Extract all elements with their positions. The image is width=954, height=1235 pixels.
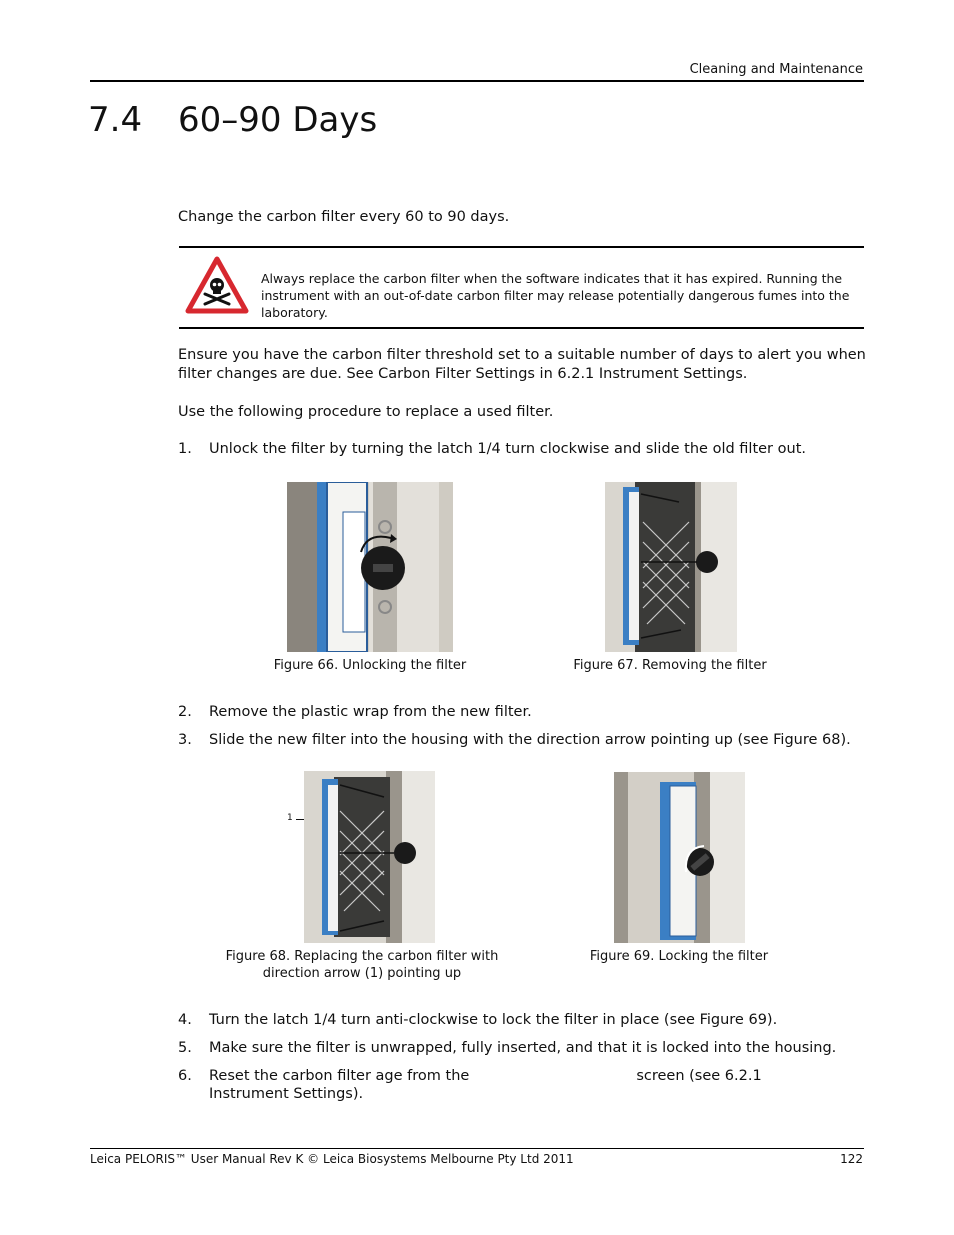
step-5 xyxy=(178,1039,868,1057)
step-text xyxy=(209,1067,838,1103)
figure-68-caption-line-1: Figure 68. Replacing the carbon filter with xyxy=(225,949,499,964)
step-text: Unlock the filter by turning the latch 1/4 turn clockwise and slide the old filter out. xyxy=(209,441,806,457)
step-text: Turn the latch 1/4 turn anti-clockwise to lock the filter in place (see Figure 69). xyxy=(209,1012,778,1028)
threshold-paragraph: Ensure you have the carbon filter threshold set to a suitable number of days to alert you when filter changes are due. See Carbon Filter Settings in 6.2.1 Instrument Settings. xyxy=(178,347,866,382)
step-6-text-part-2: screen (see 6.2.1 Instrument Settings). xyxy=(209,1068,762,1102)
step-number: 5. xyxy=(178,1040,192,1056)
section-title xyxy=(88,100,377,140)
figure-69-image xyxy=(614,772,745,943)
step-text: Slide the new filter into the housing with the direction arrow pointing up (see Figure 68). xyxy=(209,732,851,748)
figure-68-caption xyxy=(212,948,512,982)
step-number: 1. xyxy=(178,441,192,457)
figure-68-callout-label: 1 xyxy=(287,813,293,823)
step-6 xyxy=(178,1067,838,1103)
figure-66-image xyxy=(287,482,453,652)
step-1 xyxy=(178,440,868,458)
step-number: 6. xyxy=(178,1068,192,1084)
warning-top-rule xyxy=(179,246,864,248)
step-text: Make sure the filter is unwrapped, fully inserted, and that it is locked into the housing. xyxy=(209,1040,837,1056)
figure-68-caption-line-2: direction arrow (1) pointing up xyxy=(262,966,462,981)
step-4 xyxy=(178,1011,868,1029)
figure-67-image xyxy=(605,482,737,652)
intro-paragraph: Change the carbon filter every 60 to 90 days. xyxy=(178,209,510,225)
warning-text: Always replace the carbon filter when the software indicates that it has expired. Running the instrument with an out-of-date carbon filter may release potentially dangerous fumes into the laboratory. xyxy=(261,271,850,320)
figure-68-image xyxy=(304,771,435,943)
step-number: 2. xyxy=(178,704,192,720)
header-rule xyxy=(90,80,864,82)
procedure-intro: Use the following procedure to replace a used filter. xyxy=(178,404,554,420)
step-number: 3. xyxy=(178,732,192,748)
step-2 xyxy=(178,703,868,721)
page-number: 122 xyxy=(840,1152,863,1166)
toxic-hazard-icon xyxy=(185,256,249,314)
footer-copyright: Leica PELORIS™ User Manual Rev K © Leica Biosystems Melbourne Pty Ltd 2011 xyxy=(90,1152,574,1166)
section-title-text: 60–90 Days xyxy=(178,100,378,140)
figure-67-caption: Figure 67. Removing the filter xyxy=(573,658,767,673)
step-6-text-part-1: Reset the carbon filter age from the xyxy=(209,1068,470,1084)
step-3 xyxy=(178,731,868,749)
warning-bottom-rule xyxy=(179,327,864,329)
step-number: 4. xyxy=(178,1012,192,1028)
running-header: Cleaning and Maintenance xyxy=(689,62,863,77)
step-text: Remove the plastic wrap from the new filter. xyxy=(209,704,532,720)
footer-rule xyxy=(90,1148,864,1149)
section-number: 7.4 xyxy=(88,100,143,140)
figure-66-caption: Figure 66. Unlocking the filter xyxy=(273,658,467,673)
figure-69-caption: Figure 69. Locking the filter xyxy=(589,949,769,964)
